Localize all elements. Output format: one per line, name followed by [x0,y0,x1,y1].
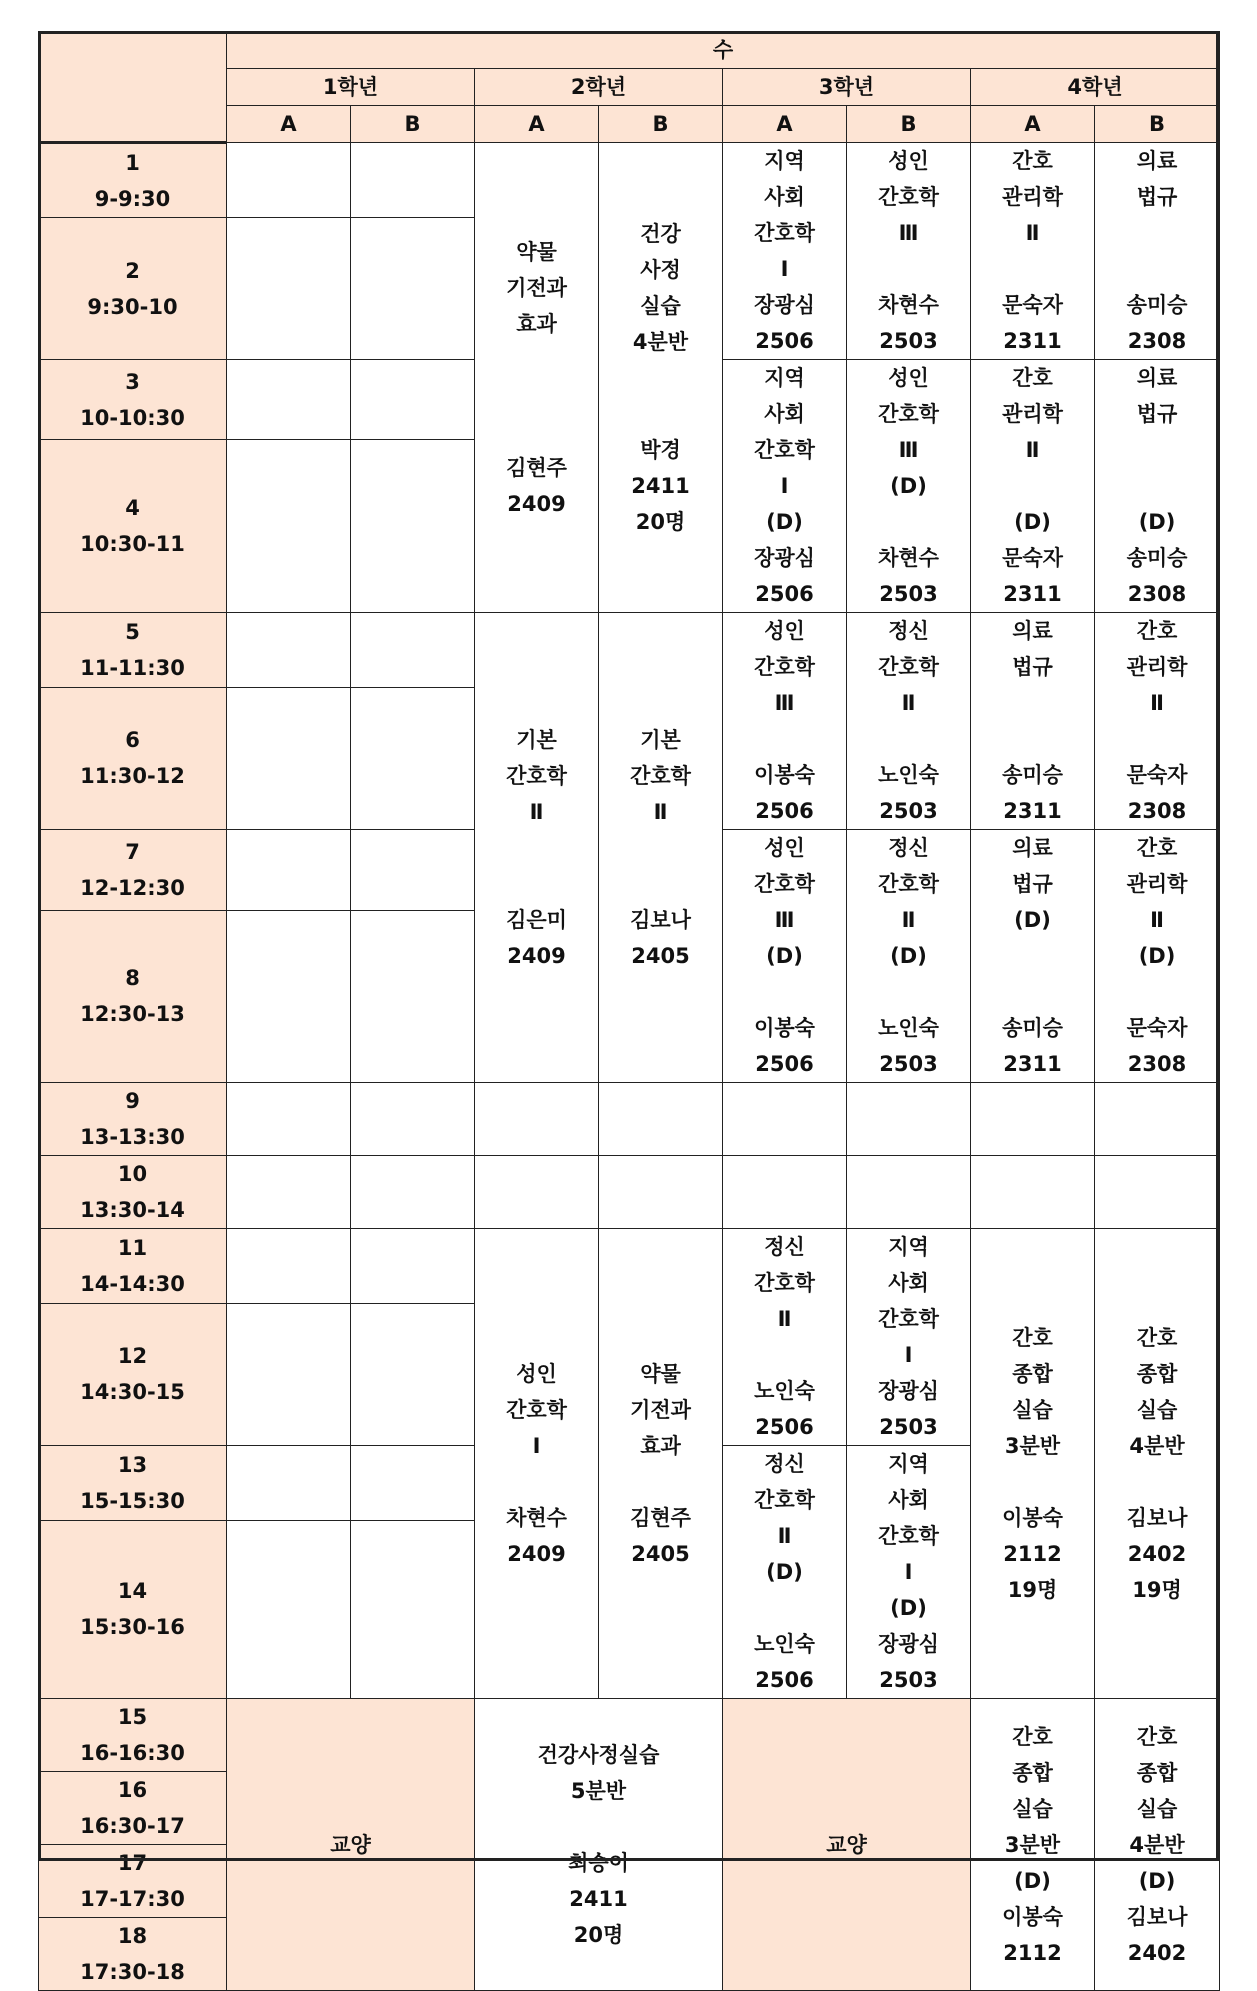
empty-cell [1095,1156,1220,1229]
section-header: B [599,106,723,143]
class-cell: 지역 사회 간호학 Ⅰ (D) 장광심 2503 [847,1446,971,1699]
class-cell: 의료 법규 (D) 송미승 2308 [1095,360,1220,613]
class-cell: 성인 간호학 Ⅲ 이봉숙 2506 [723,613,847,830]
time-slot: 5 11-11:30 [39,613,227,688]
class-cell: 간호 관리학 Ⅱ (D) 문숙자 2308 [1095,830,1220,1083]
class-cell: 기본 간호학 Ⅱ 김은미 2409 [475,613,599,1083]
class-cell: 간호 관리학 Ⅱ (D) 문숙자 2311 [971,360,1095,613]
empty-cell [971,1156,1095,1229]
empty-cell [351,440,475,613]
time-slot: 12 14:30-15 [39,1303,227,1445]
class-cell: 지역 사회 간호학 Ⅰ (D) 장광심 2506 [723,360,847,613]
empty-cell [227,1229,351,1304]
time-slot: 15 16-16:30 [39,1699,227,1772]
class-cell: 성인 간호학 Ⅰ 차현수 2409 [475,1229,599,1699]
timetable-page [38,31,1219,1984]
class-cell: 의료 법규 (D) 송미승 2311 [971,830,1095,1083]
class-cell: 정신 간호학 Ⅱ (D) 노인숙 2503 [847,830,971,1083]
class-cell: 정신 간호학 Ⅱ 노인숙 2503 [847,613,971,830]
empty-cell [723,1156,847,1229]
empty-cell [847,1083,971,1156]
empty-cell [351,1156,475,1229]
class-cell: 건강사정실습 5분반 최승이 2411 20명 [475,1699,723,1991]
time-slot: 6 11:30-12 [39,687,227,829]
empty-cell [227,218,351,360]
section-header: B [1095,106,1220,143]
section-header: A [227,106,351,143]
empty-cell [351,1303,475,1445]
class-cell: 의료 법규 송미승 2308 [1095,143,1220,360]
day-header: 수 [227,32,1220,69]
empty-cell [351,1229,475,1304]
year-header-2: 2학년 [475,69,723,106]
time-slot: 18 17:30-18 [39,1918,227,1991]
time-slot: 1 9-9:30 [39,143,227,218]
class-cell: 약물 기전과 효과 김현주 2409 [475,143,599,613]
time-slot: 16 16:30-17 [39,1772,227,1845]
class-cell: 정신 간호학 Ⅱ 노인숙 2506 [723,1229,847,1446]
empty-cell [723,1083,847,1156]
time-slot: 13 15-15:30 [39,1446,227,1521]
year-header-1: 1학년 [227,69,475,106]
empty-cell [351,1446,475,1521]
time-slot: 4 10:30-11 [39,440,227,613]
empty-cell [475,1156,599,1229]
empty-cell [847,1156,971,1229]
section-header: B [351,106,475,143]
empty-cell [227,360,351,440]
year-header-3: 3학년 [723,69,971,106]
class-cell: 간호 종합 실습 4분반 (D) 김보나 2402 [1095,1699,1220,1991]
empty-cell [351,687,475,829]
class-cell: 교양 [227,1699,475,1991]
class-cell: 건강 사정 실습 4분반 박경 2411 20명 [599,143,723,613]
class-cell: 성인 간호학 Ⅲ (D) 이봉숙 2506 [723,830,847,1083]
year-header-4: 4학년 [971,69,1220,106]
empty-cell [599,1156,723,1229]
class-cell: 간호 종합 실습 4분반 김보나 2402 19명 [1095,1229,1220,1699]
time-slot: 2 9:30-10 [39,218,227,360]
class-cell: 약물 기전과 효과 김현주 2405 [599,1229,723,1699]
empty-cell [971,1083,1095,1156]
class-cell: 정신 간호학 Ⅱ (D) 노인숙 2506 [723,1446,847,1699]
section-header: A [475,106,599,143]
empty-cell [227,830,351,911]
class-cell: 성인 간호학 Ⅲ (D) 차현수 2503 [847,360,971,613]
class-cell: 간호 관리학 Ⅱ 문숙자 2308 [1095,613,1220,830]
empty-cell [1095,1083,1220,1156]
empty-cell [351,830,475,911]
corner-cell [39,32,227,143]
class-cell: 지역 사회 간호학 Ⅰ 장광심 2503 [847,1229,971,1446]
section-header: B [847,106,971,143]
class-cell: 의료 법규 송미승 2311 [971,613,1095,830]
empty-cell [351,218,475,360]
empty-cell [351,613,475,688]
empty-cell [227,1303,351,1445]
empty-cell [227,440,351,613]
empty-cell [227,910,351,1082]
class-cell: 간호 종합 실습 3분반 이봉숙 2112 19명 [971,1229,1095,1699]
class-cell: 지역 사회 간호학 Ⅰ 장광심 2506 [723,143,847,360]
time-slot: 9 13-13:30 [39,1083,227,1156]
empty-cell [227,143,351,218]
empty-cell [351,1083,475,1156]
timetable [38,31,1220,1991]
empty-cell [227,1446,351,1521]
class-cell: 기본 간호학 Ⅱ 김보나 2405 [599,613,723,1083]
empty-cell [227,1083,351,1156]
class-cell: 성인 간호학 Ⅲ 차현수 2503 [847,143,971,360]
time-slot: 10 13:30-14 [39,1156,227,1229]
empty-cell [351,910,475,1082]
time-slot: 8 12:30-13 [39,910,227,1082]
time-slot: 11 14-14:30 [39,1229,227,1304]
empty-cell [351,1520,475,1698]
class-cell: 간호 관리학 Ⅱ 문숙자 2311 [971,143,1095,360]
section-header: A [971,106,1095,143]
class-cell: 교양 [723,1699,971,1991]
empty-cell [227,687,351,829]
time-slot: 3 10-10:30 [39,360,227,440]
section-header: A [723,106,847,143]
empty-cell [351,360,475,440]
empty-cell [351,143,475,218]
empty-cell [475,1083,599,1156]
empty-cell [227,613,351,688]
empty-cell [227,1520,351,1698]
time-slot: 17 17-17:30 [39,1845,227,1918]
empty-cell [227,1156,351,1229]
empty-cell [599,1083,723,1156]
class-cell: 간호 종합 실습 3분반 (D) 이봉숙 2112 [971,1699,1095,1991]
time-slot: 7 12-12:30 [39,830,227,911]
time-slot: 14 15:30-16 [39,1520,227,1698]
